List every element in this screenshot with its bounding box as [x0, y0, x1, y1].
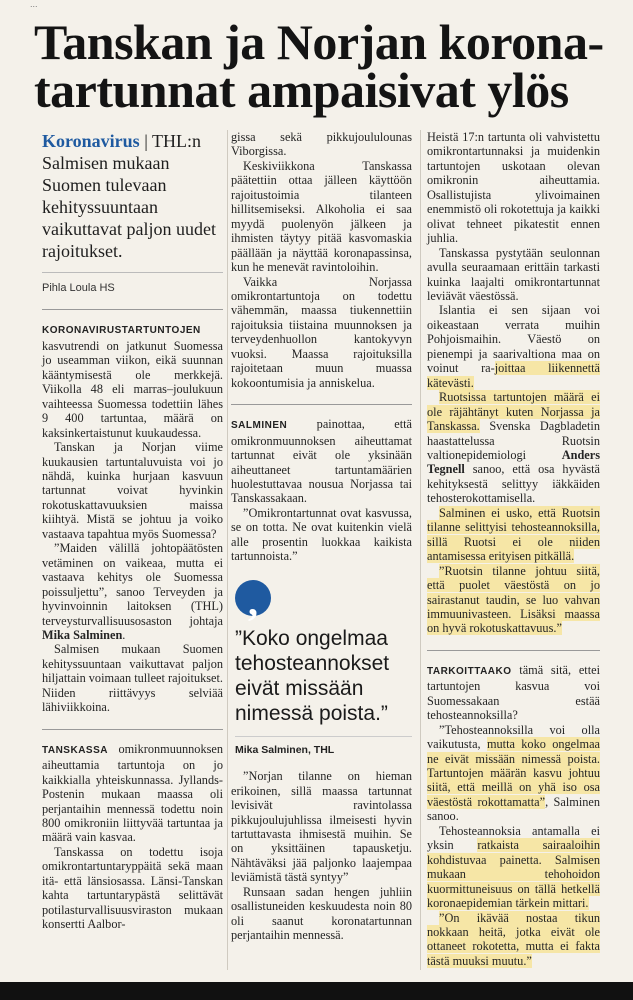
paragraph [42, 541, 223, 642]
column-divider [420, 130, 421, 970]
lead [42, 130, 223, 262]
pull-quote-author: Mika Salminen, THL [235, 736, 412, 757]
paragraph: Tanskassa pystytään seulonnan avulla seuraamaan erittäin tarkasti kuinka laajalti omikrontartunnat leviävät väestössä. [427, 245, 600, 303]
paragraph [427, 390, 600, 506]
person-name: Anders Tegnell [427, 447, 600, 477]
paragraph-text: ”Tehosteannoksilla voi olla vaikutusta, [427, 722, 600, 752]
paragraph-text: tämä sitä, ettei tartuntojen kasvua voi Suomessakaan estää tehosteannoksilla? [427, 662, 600, 723]
paragraph: Vaikka Norjassa omikrontartuntoja on todettu vähemmän, maassa tiukennettiin rajoituksia tiistaina muunnoksen ja terveydenhuollon kantokyvyn vuoksi. Maassa rajoituksilla rajoitetaan muun muassa kokoontumisia ja anniskelua. [231, 274, 412, 390]
paragraph: Tanskan ja Norjan viime kuukausien tartuntaluvuista voi jo nähdä, kuinka hurjaan kasvuun tartunnat voivat hyvinkin rokotuskattavuuksien maissa kiihtyä. Mistä se johtuu ja voiko vastaava tapahtua myös Suomessa? [42, 440, 223, 541]
quote-mark-icon: , [235, 580, 271, 616]
section-tarkoittaako [427, 650, 600, 969]
section-tanskassa [42, 729, 223, 932]
paragraph [42, 742, 223, 845]
paragraph-text: Tehosteannoksia antamalla ei yksin [427, 823, 600, 853]
paragraph-text: sanoo, että osa hyvästä kehityksestä selittyy iäkkäiden tehosterokottamisella. [427, 462, 600, 506]
paragraph [427, 564, 600, 636]
paragraph: Salmisen mukaan Suomen kehityssuuntaan vaikuttavat paljon hiljattain voimaan tulleet rajoitukset. Niiden riittävyys selviää lähiviikkoina. [42, 642, 223, 715]
pull-quote: ”Koko ongelmaa tehosteannokset eivät missään nimessä poista.” [235, 626, 390, 725]
lead-tag: Koronavirus [42, 131, 140, 151]
paragraph [427, 911, 600, 969]
paragraph-text: . [122, 627, 126, 642]
lead-separator: | [139, 131, 152, 151]
section-lead-caps: TARKOITTAAKO [427, 665, 512, 677]
highlighted-text: joittaa liikennettä kätevästi. [427, 361, 600, 390]
paragraph [427, 506, 600, 564]
person-name: Mika Salminen [42, 627, 123, 642]
section-lead-caps: KORONAVIRUSTARTUNTOJEN [42, 325, 201, 337]
paragraph [427, 663, 600, 723]
paragraph-text: ”Maiden välillä johtopäätösten vetäminen on vaikeaa, mutta ei vastaava kehitys ole Suomessa poissuljettu”, sanoo Terveyden ja hyvinvoinnin laitoksen (THL) terveysturvallisuusosaston johtaja [42, 541, 223, 628]
highlighted-text: ”On ikävää nostaa tikun nokkaan heitä, jotka eivät ole ottaneet rokotetta, mutta ei fakta tästä muuksi muutu.” [427, 910, 600, 968]
paragraph: Runsaan sadan hengen juhliin osallistuneiden keskuudesta noin 80 oli saanut koronatartunnan perjantaihin mennessä. [231, 884, 412, 943]
paragraph-text: , Salminen sanoo. [427, 794, 600, 824]
paragraph [42, 322, 223, 440]
section-lead-caps: TANSKASSA [42, 744, 108, 756]
paragraph: ”Omikrontartunnat ovat kasvussa, se on totta. Ne ovat kuitenkin vielä alle prosentin luokkaa kaikista tartunnoista.” [231, 505, 412, 564]
column-divider [227, 130, 228, 970]
bottom-bar [0, 982, 633, 1000]
paragraph-text: omikronmuunnoksen aiheuttamia tartuntoja on jo kaikkialla yhteiskunnassa. Jyllands-Postenin mukaan maassa oli perjantaihin mennessä todettu noin 800 omikroniin liittyvää tartuntaa ja määrä vain kasvaa. [42, 741, 223, 845]
top-strip: ... [30, 0, 38, 8]
paragraph-text: painottaa, että omikronmuunnoksen aiheuttamat tartunnat eivät ole yksinään aiheuttaneet tartuntamäärien huolestuttavaa nousua Norjassa tai Tanskassakaan. [231, 417, 412, 506]
paragraph: gissa sekä pikkujoululounas Viborgissa. [231, 130, 412, 159]
column-1 [42, 130, 223, 932]
headline: Tanskan ja Norjan korona-tartunnat ampaisivat ylös [34, 14, 604, 118]
paragraph [427, 723, 600, 824]
highlighted-text: Ruotsissa tartuntojen määrä ei ole räjähtänyt kuten Norjassa ja Tanskassa. [427, 390, 600, 434]
byline: Pihla Loula HS [42, 272, 223, 295]
paragraph [231, 417, 412, 506]
paragraph-text: Svenska Dagbladetin haastattelussa Ruotsin valtionepidemiologi [427, 419, 600, 462]
paragraph-text: Islantia ei sen sijaan voi oikeastaan verrata muihin Pohjoismaihin. Väestö on pienempi ja saarivaltiona maa on voinut ra- [427, 303, 600, 376]
highlighted-text: Salminen ei usko, että Ruotsin tilanne selittyisi tehosteannoksilla, sillä Ruotsi ei ole niiden antamisessa erityisen pitkällä. [427, 505, 600, 564]
lead-text: THL:n Salmisen mukaan Suomen tulevaan kehityssuuntaan vaikuttavat paljon uudet rajoitukset. [42, 131, 216, 261]
paragraph: Tanskassa on todettu isoja omikrontartuntaryppäitä sekä maan itä- että länsiosassa. Länsi-Tanskan kahta tartuntarypästä selittävät potilasturvallisuusviraston mukaan konsertti Aalbor- [42, 844, 223, 932]
column-3 [427, 130, 600, 968]
paragraph-text: kasvutrendi on jatkunut Suomessa jo useamman viikon, eikä suunnan kääntymisestä ole merkkejä. Viikolla 48 eli marras–joulukuun vaihteessa Suomessa todettiin lähes 9 400 tartuntaa, määrä on kaksinkertaistunut kuukaudessa. [42, 338, 223, 440]
highlighted-text: mutta koko ongelmaa ne eivät missään nimessä poista. Tartuntojen määrän kasvu johtuu siitä, että meillä on yhä iso osa väestöstä rokottamatta” [427, 737, 600, 809]
section-salminen [231, 404, 412, 564]
paragraph [427, 824, 600, 911]
section-koronavirustartuntojen [42, 309, 223, 714]
paragraph: Heistä 17:n tartunta oli vahvistettu omikrontartunnaksi ja muidenkin tartuntojen uskotaan olevan omikronin aiheuttamia. Osallistujista ylivoimainen enemmistö oli rokotettuja ja kaikki olivat tehneet pikatestit ennen juhlia. [427, 130, 600, 246]
section-lead-caps: SALMINEN [231, 420, 288, 432]
highlighted-text: ratkaista sairaaloihin kohdistuvaa painetta. Salmisen mukaan tehohoidon kuormittuneisuus on tällä hetkellä koronaepidemian tärkein mittari. [427, 838, 600, 911]
paragraph: ”Norjan tilanne on hieman erikoinen, sillä maassa tartunnat levisivät ravintolassa pikkujoulujuhlissa ilmeisesti hyvin tartuttavasta ihmisestä muihin. Se on yksittäinen tapausketju. Nähtäväksi jää paljonko laajempaa leviämistä tästä syntyy” [231, 769, 412, 885]
paragraph: Keskiviikkona Tanskassa päätettiin ottaa jälleen käyttöön rajoitustoimia tilanteen hillitsemiseksi. Alkoholia ei saa myydä puolenyön jälkeen ja ihmisten täytyy pitää kasvomaskia päällään ja näyttää koronapassinsa, kun he menevät ravintoloihin. [231, 158, 412, 275]
highlighted-text: ”Ruotsin tilanne johtuu siitä, että puolet väestöstä on jo sairastanut taudin, se luo vahvan immuunivasteen. Lisäksi maassa on hyvä rokotuskattavuus.” [427, 563, 600, 636]
column-2 [231, 130, 412, 943]
paragraph [427, 303, 600, 390]
